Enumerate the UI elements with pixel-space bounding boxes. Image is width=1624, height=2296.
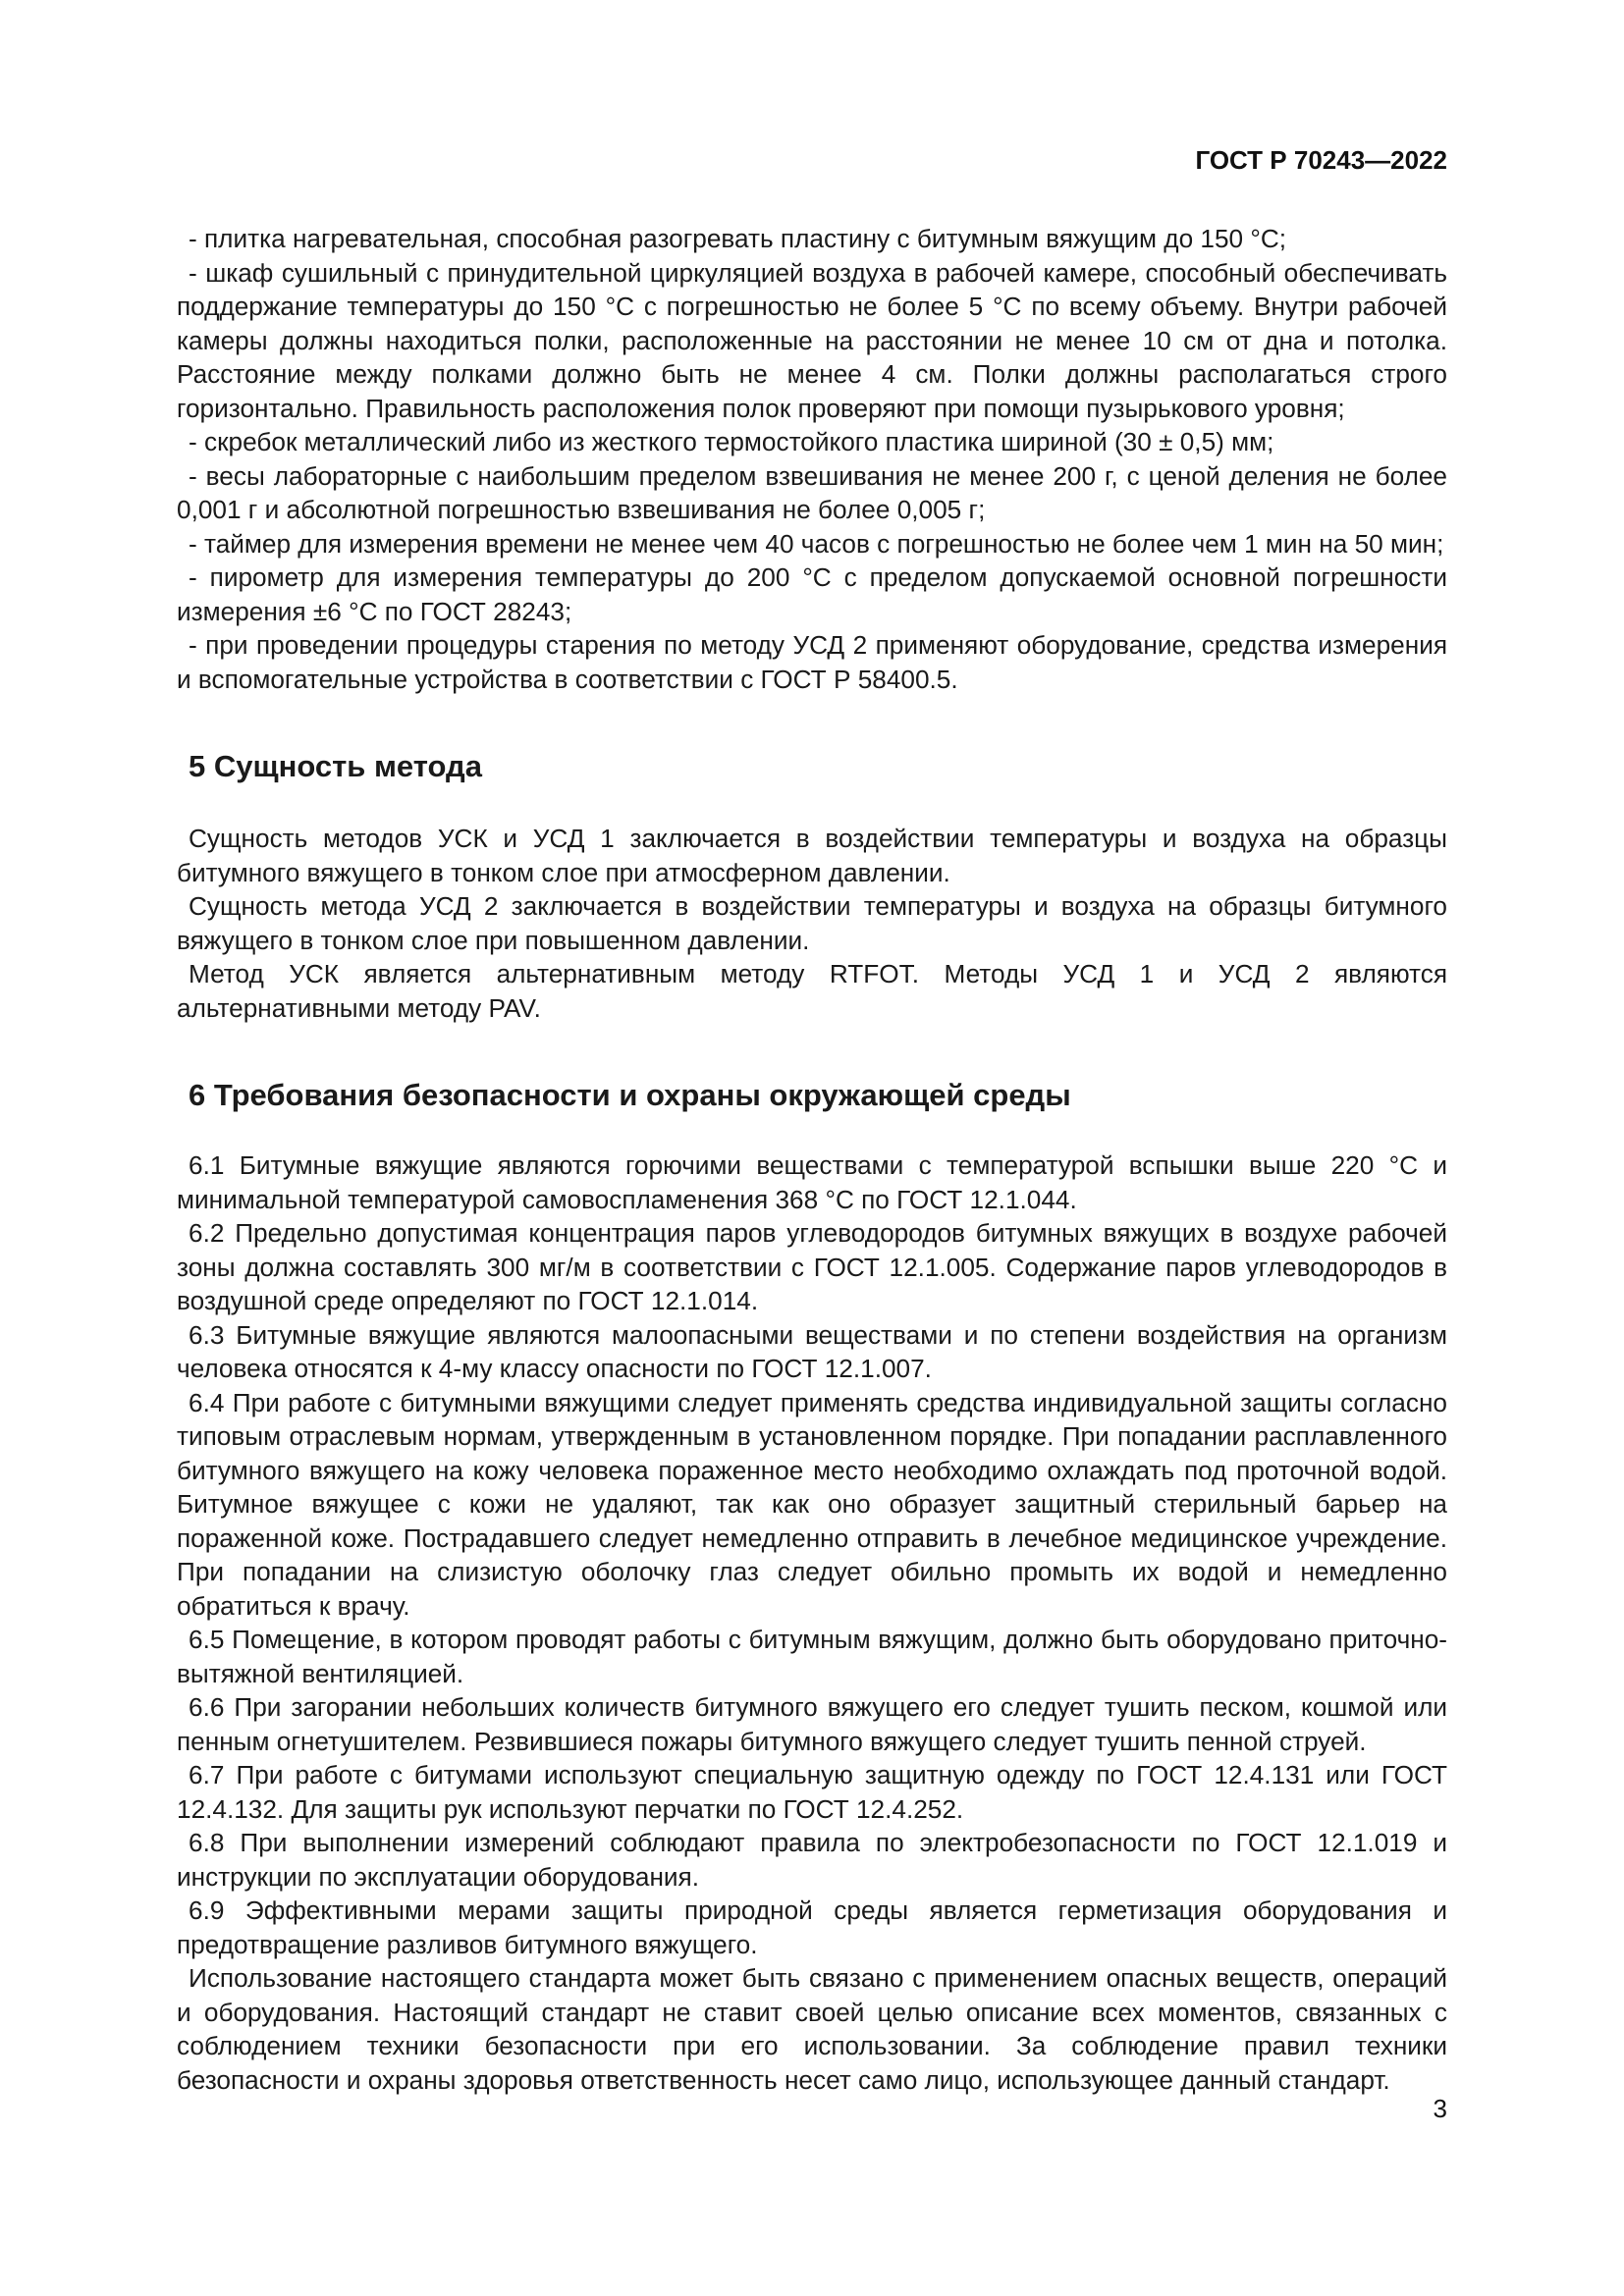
equipment-item: - пирометр для измерения температуры до 200 °С с пределом допускаемой основной погрешности измерения ±6 °С по ГОСТ 28243; [177, 562, 1447, 626]
clause-6-1: 6.1 Битумные вяжущие являются горючими веществами с температурой вспышки выше 220 °С и минимальной температурой самовоспламенения 368 °С по ГОСТ 12.1.044. [177, 1150, 1447, 1214]
document-body [177, 222, 1447, 2097]
section-5-paragraph: Метод УСК является альтернативным методу RTFOT. Методы УСД 1 и УСД 2 являются альтернативными методу PAV. [177, 959, 1447, 1023]
section-6-body [177, 1148, 1447, 2097]
clause-6-9: 6.9 Эффективными мерами защиты природной среды является герметизация оборудования и предотвращение разливов битумного вяжущего. [177, 1896, 1447, 1959]
equipment-item: - весы лабораторные с наибольшим пределом взвешивания не менее 200 г, с ценой деления не более 0,001 г и абсолютной погрешностью взвешивания не более 0,005 г; [177, 460, 1447, 524]
clause-6-8: 6.8 При выполнении измерений соблюдают правила по электробезопасности по ГОСТ 12.1.019 и инструкции по эксплуатации оборудования. [177, 1828, 1447, 1892]
section-5-paragraph: Сущность методов УСК и УСД 1 заключается в воздействии температуры и воздуха на образцы битумного вяжущего в тонком слое при атмосферном давлении. [177, 824, 1447, 887]
equipment-item: - шкаф сушильный с принудительной циркуляцией воздуха в рабочей камере, способный обеспечивать поддержание температуры до 150 °С с погрешностью не более 5 °С по всему объему. Внутри рабочей камеры должны находиться полки, расположенные на расстоянии не менее 10 см от дна и потолка. Расстояние между полками должно быть не менее 4 см. Полки должны располагаться строго горизонтально. Правильность расположения полок проверяют при помощи пузырькового уровня; [177, 257, 1447, 423]
clause-6-5: 6.5 Помещение, в котором проводят работы с битумным вяжущим, должно быть оборудовано приточно-вытяжной вентиляцией. [177, 1625, 1447, 1688]
safety-disclaimer: Использование настоящего стандарта может быть связано с применением опасных веществ, операций и оборудования. Настоящий стандарт не ставит своей целью описание всех моментов, связанных с соблюдением техники безопасности при его использовании. За соблюдение правил техники безопасности и охраны здоровья ответственность несет само лицо, использующее данный стандарт. [177, 1963, 1447, 2095]
clause-6-2: 6.2 Предельно допустимая концентрация паров углеводородов битумных вяжущих в воздухе рабочей зоны должна составлять 300 мг/м в соответствии с ГОСТ 12.1.005. Содержание паров углеводородов в воздушной среде определяют по ГОСТ 12.1.014. [177, 1218, 1447, 1315]
page-number: 3 [1433, 2094, 1447, 2123]
clause-6-6: 6.6 При загорании небольших количеств битумного вяжущего его следует тушить песком, кошмой или пенным огнетушителем. Резвившиеся пожары битумного вяжущего следует тушить пенной струей. [177, 1692, 1447, 1756]
document-header: ГОСТ Р 70243—2022 [1195, 145, 1447, 175]
equipment-item: - таймер для измерения времени не менее чем 40 часов с погрешностью не более чем 1 мин на 50 мин; [189, 528, 1444, 559]
equipment-list [177, 222, 1447, 696]
equipment-item: - плитка нагревательная, способная разогревать пластину с битумным вяжущим до 150 °С; [189, 224, 1287, 253]
section-6-heading: 6 Требования безопасности и охраны окружающей среды [189, 1078, 1071, 1112]
section-5-body [177, 822, 1447, 1025]
clause-6-3: 6.3 Битумные вяжущие являются малоопасными веществами и по степени воздействия на организм человека относятся к 4-му классу опасности по ГОСТ 12.1.007. [177, 1319, 1447, 1383]
clause-6-4: 6.4 При работе с битумными вяжущими следует применять средства индивидуальной защиты согласно типовым отраслевым нормам, утвержденным в установленном порядке. При попадании расплавленного битумного вяжущего на кожу человека пораженное место необходимо охлаждать под проточной водой. Битумное вяжущее с кожи не удаляют, так как оно образует защитный стерильный барьер на пораженной коже. Пострадавшего следует немедленно отправить в лечебное медицинское учреждение. При попадании на слизистую оболочку глаз следует обильно промыть их водой и немедленно обратиться к врачу. [177, 1387, 1447, 1621]
equipment-item: - при проведении процедуры старения по методу УСД 2 применяют оборудование, средства измерения и вспомогательные устройства в соответствии с ГОСТ Р 58400.5. [177, 630, 1447, 694]
section-5-heading: 5 Сущность метода [189, 749, 482, 783]
equipment-item: - скребок металлический либо из жесткого термостойкого пластика шириной (30 ± 0,5) мм; [189, 427, 1274, 456]
clause-6-7: 6.7 При работе с битумами используют специальную защитную одежду по ГОСТ 12.4.131 или ГОСТ 12.4.132. Для защиты рук используют перчатки по ГОСТ 12.4.252. [177, 1760, 1447, 1824]
section-5-paragraph: Сущность метода УСД 2 заключается в воздействии температуры и воздуха на образцы битумного вяжущего в тонком слое при повышенном давлении. [177, 891, 1447, 955]
